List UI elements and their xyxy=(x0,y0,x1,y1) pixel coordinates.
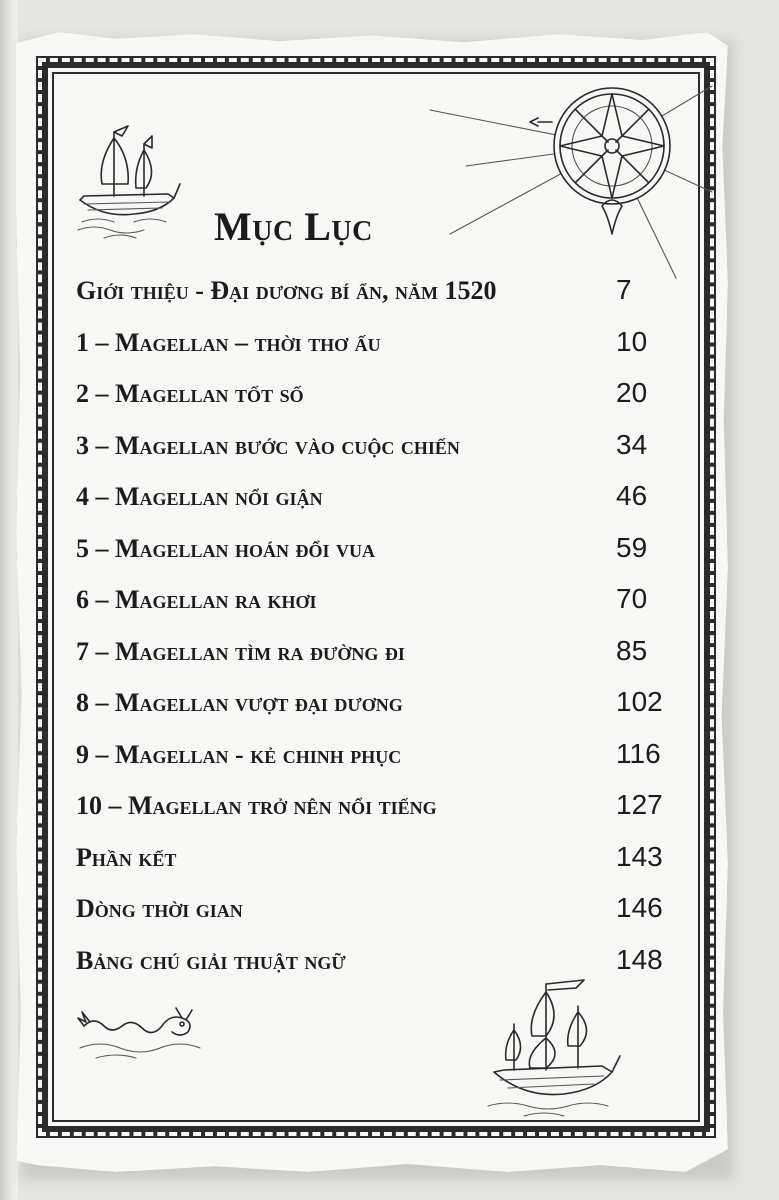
toc-entry-page: 46 xyxy=(616,480,648,511)
toc-entry xyxy=(76,528,676,580)
toc-entry-page: 20 xyxy=(616,377,648,408)
toc-entry-page: 148 xyxy=(616,943,663,975)
page-title: Mục Lục xyxy=(214,203,373,249)
toc-entry-label: 5 – Magellan hoán đổi vua xyxy=(76,533,376,563)
compass-rose-icon xyxy=(426,66,716,292)
toc-entry-page: 7 xyxy=(616,274,632,305)
toc-entry-page: 10 xyxy=(616,325,648,357)
toc-entry xyxy=(76,322,676,374)
toc-entry-page: 70 xyxy=(616,583,648,614)
toc-entry-label: 6 – Magellan ra khơi xyxy=(76,585,317,614)
toc-entry xyxy=(76,888,676,940)
toc-entry-label: Phần kết xyxy=(76,842,177,872)
toc-entry xyxy=(76,579,676,631)
toc-entry-label: 7 – Magellan tìm ra đường đi xyxy=(76,636,405,666)
toc-entry-page: 34 xyxy=(616,428,648,460)
toc-entry-label: Giới thiệu - Đại dương bí ẩn, năm 1520 xyxy=(76,276,497,305)
toc-entry xyxy=(76,425,676,477)
toc-entry xyxy=(76,476,676,528)
toc-entry xyxy=(76,734,676,786)
toc-entry-label: 9 – Magellan - kẻ chinh phục xyxy=(76,739,402,769)
toc-entry-label: 4 – Magellan nổi giận xyxy=(76,482,323,511)
toc-entry-label: 1 – Magellan – thời thơ ấu xyxy=(76,327,381,357)
toc-entry-label: 2 – Magellan tốt số xyxy=(76,379,304,408)
book-gutter xyxy=(0,0,18,1200)
toc-entry xyxy=(76,373,676,425)
toc-entry-label: 8 – Magellan vượt đại dương xyxy=(76,688,403,717)
toc-entry-label: Bảng chú giải thuật ngữ xyxy=(76,945,346,975)
toc-entry xyxy=(76,837,676,889)
toc-entry-page: 85 xyxy=(616,634,648,666)
toc-entry-label: 10 – Magellan trở nên nổi tiếng xyxy=(76,791,437,820)
galleon-icon xyxy=(484,976,624,1124)
toc-entry-label: Dòng thời gian xyxy=(76,894,243,923)
toc-entry xyxy=(76,270,676,322)
toc-entry-page: 146 xyxy=(616,892,663,923)
toc-entry-page: 102 xyxy=(616,686,663,717)
toc-entry xyxy=(76,682,676,734)
toc-entry-page: 127 xyxy=(616,789,663,820)
sea-serpent-icon xyxy=(76,996,206,1064)
ship-icon xyxy=(74,118,184,246)
toc-entry-page: 143 xyxy=(616,840,663,872)
toc-entry-page: 116 xyxy=(616,737,661,769)
toc-entry xyxy=(76,631,676,683)
table-of-contents xyxy=(76,270,676,991)
toc-entry-label: 3 – Magellan bước vào cuộc chiến xyxy=(76,430,460,460)
toc-entry xyxy=(76,785,676,837)
toc-entry-page: 59 xyxy=(616,531,648,563)
